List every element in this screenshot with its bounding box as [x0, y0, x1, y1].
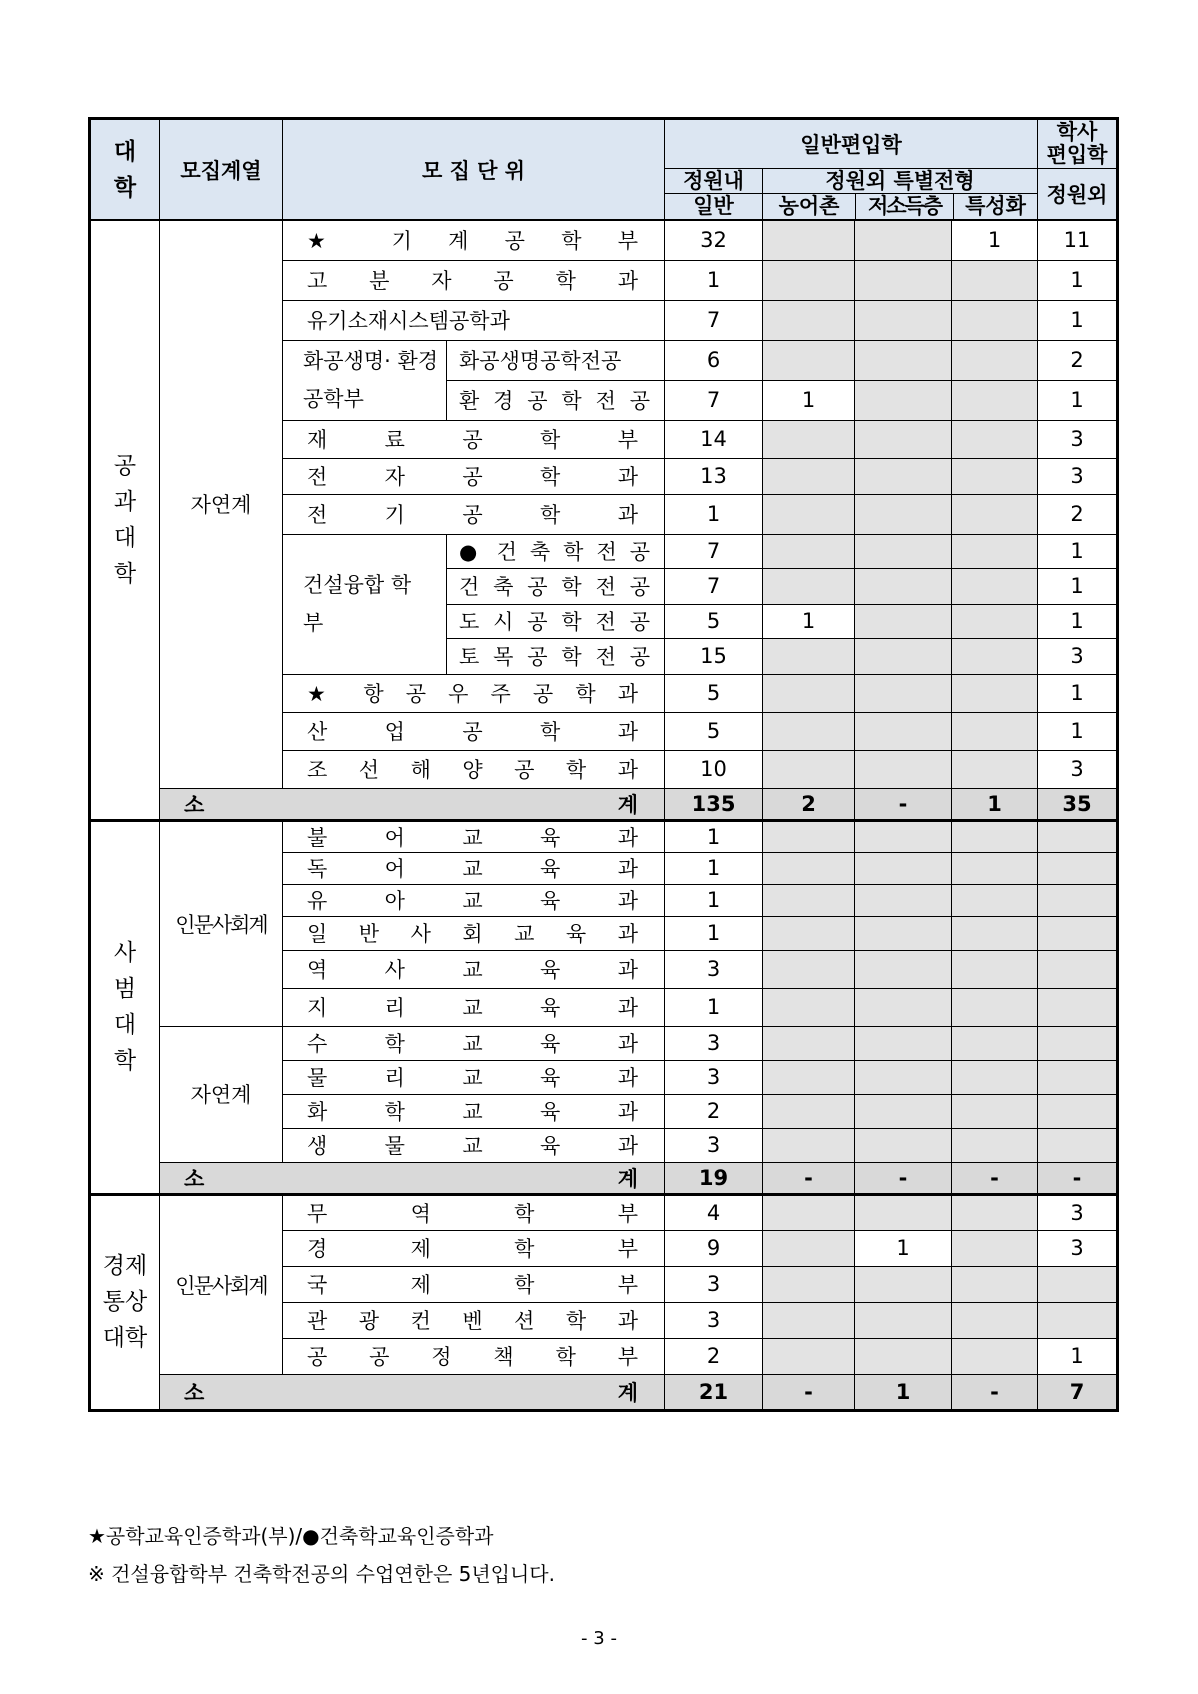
- value-cell: 3: [665, 1026, 763, 1060]
- value-cell: [952, 604, 1038, 638]
- value-cell: 1: [665, 916, 763, 950]
- value-cell: 1: [665, 852, 763, 884]
- value-cell: 1: [1038, 712, 1118, 750]
- value-cell: 1: [1038, 1338, 1118, 1374]
- dept-name: ★ 기 계 공 학 부: [283, 220, 665, 260]
- value-cell: 1: [763, 380, 855, 420]
- group-natural: 자연계: [160, 1026, 283, 1162]
- dept-name: 역 사 교 육 과: [283, 950, 665, 988]
- value-cell: [952, 300, 1038, 340]
- header-outside: 정원외 특별전형: [763, 169, 1037, 194]
- value-cell: [1038, 1026, 1118, 1060]
- dept-name: 국 제 학 부: [283, 1266, 665, 1302]
- value-cell: [952, 1026, 1038, 1060]
- value-cell: [952, 884, 1038, 916]
- value-cell: 3: [1038, 1230, 1118, 1266]
- value-cell: [1038, 950, 1118, 988]
- value-cell: 2: [1038, 340, 1118, 380]
- value-cell: [952, 820, 1038, 852]
- value-cell: [763, 420, 855, 458]
- value-cell: [952, 534, 1038, 568]
- subtotal-value: 21: [665, 1374, 763, 1410]
- value-cell: [763, 712, 855, 750]
- value-cell: [855, 1266, 952, 1302]
- value-cell: [952, 340, 1038, 380]
- value-cell: 3: [1038, 638, 1118, 674]
- value-cell: 5: [665, 674, 763, 712]
- value-cell: 1: [1038, 534, 1118, 568]
- dept-name: 고 분 자 공 학 과: [283, 260, 665, 300]
- duration-note: ※ 건설융합학부 건축학전공의 수업연한은 5년입니다.: [88, 1562, 555, 1586]
- value-cell: 2: [1038, 494, 1118, 534]
- value-cell: [763, 1338, 855, 1374]
- dept-name: 관 광 컨 벤 션 학 과: [283, 1302, 665, 1338]
- header-college: 대 학: [90, 119, 160, 221]
- value-cell: [855, 988, 952, 1026]
- dept-construction: 건설융합 학 부: [283, 534, 447, 674]
- value-cell: [763, 220, 855, 260]
- major-name: 건 축 공 학 전 공: [447, 568, 665, 604]
- dept-name: 유 아 교 육 과: [283, 884, 665, 916]
- subtotal-label: 소 계: [160, 1162, 665, 1194]
- value-cell: [855, 1060, 952, 1094]
- college-engineering: 공 과 대 학: [90, 220, 160, 820]
- subtotal-value: 7: [1038, 1374, 1118, 1410]
- value-cell: [952, 950, 1038, 988]
- value-cell: [1038, 1060, 1118, 1094]
- value-cell: 1: [665, 884, 763, 916]
- subtotal-row: [90, 1374, 1118, 1410]
- table-row: [90, 820, 1118, 852]
- value-cell: 1: [1038, 380, 1118, 420]
- value-cell: [855, 220, 952, 260]
- value-cell: 3: [665, 950, 763, 988]
- table-row: [90, 220, 1118, 260]
- major-name: 도 시 공 학 전 공: [447, 604, 665, 638]
- value-cell: [952, 1060, 1038, 1094]
- value-cell: [855, 604, 952, 638]
- value-cell: 7: [665, 380, 763, 420]
- value-cell: [855, 494, 952, 534]
- header-within-quota: [665, 169, 763, 221]
- dept-name: 산 업 공 학 과: [283, 712, 665, 750]
- value-cell: 9: [665, 1230, 763, 1266]
- dept-name: 생 물 교 육 과: [283, 1128, 665, 1162]
- value-cell: [855, 1128, 952, 1162]
- major-name: 토 목 공 학 전 공: [447, 638, 665, 674]
- value-cell: [855, 1194, 952, 1230]
- header-outside-special: [763, 169, 1038, 221]
- subtotal-label: 소 계: [160, 1374, 665, 1410]
- value-cell: [855, 750, 952, 788]
- value-cell: 3: [1038, 1194, 1118, 1230]
- subtotal-value: -: [952, 1374, 1038, 1410]
- value-cell: [1038, 1302, 1118, 1338]
- value-cell: [855, 568, 952, 604]
- dept-name: 경 제 학 부: [283, 1230, 665, 1266]
- value-cell: 3: [665, 1266, 763, 1302]
- dept-name: 지 리 교 육 과: [283, 988, 665, 1026]
- value-cell: [763, 750, 855, 788]
- value-cell: [763, 884, 855, 916]
- value-cell: [952, 568, 1038, 604]
- value-cell: [763, 852, 855, 884]
- value-cell: 1: [665, 260, 763, 300]
- value-cell: [952, 852, 1038, 884]
- subtotal-value: 35: [1038, 788, 1118, 820]
- subtotal-value: -: [855, 788, 952, 820]
- value-cell: [952, 1266, 1038, 1302]
- value-cell: [763, 1060, 855, 1094]
- value-cell: 32: [665, 220, 763, 260]
- header-outside-quota: 정원외: [1038, 169, 1118, 221]
- value-cell: [952, 1194, 1038, 1230]
- value-cell: [855, 712, 952, 750]
- college-education: 사 범 대 학: [90, 820, 160, 1194]
- value-cell: 3: [665, 1128, 763, 1162]
- value-cell: 6: [665, 340, 763, 380]
- value-cell: [1038, 1266, 1118, 1302]
- subtotal-value: 19: [665, 1162, 763, 1194]
- value-cell: [855, 380, 952, 420]
- header-bachelor-transfer: 학사 편입학: [1038, 119, 1118, 169]
- value-cell: [855, 916, 952, 950]
- value-cell: 3: [665, 1060, 763, 1094]
- page-number: - 3 -: [581, 1628, 617, 1649]
- header-specialized: 특성화: [965, 194, 1026, 218]
- value-cell: [855, 300, 952, 340]
- value-cell: 1: [763, 604, 855, 638]
- dept-name: 조 선 해 양 공 학 과: [283, 750, 665, 788]
- value-cell: [763, 1302, 855, 1338]
- certification-note: ★공학교육인증학과(부)/●건축학교육인증학과: [88, 1524, 494, 1548]
- dept-name: 화 학 교 육 과: [283, 1094, 665, 1128]
- value-cell: [1038, 820, 1118, 852]
- dept-name: 일 반 사 회 교 육 과: [283, 916, 665, 950]
- value-cell: [763, 1094, 855, 1128]
- subtotal-value: -: [763, 1162, 855, 1194]
- value-cell: [763, 820, 855, 852]
- dept-name: 재 료 공 학 부: [283, 420, 665, 458]
- value-cell: [763, 916, 855, 950]
- value-cell: [855, 638, 952, 674]
- value-cell: [952, 1094, 1038, 1128]
- value-cell: [855, 260, 952, 300]
- value-cell: [952, 1338, 1038, 1374]
- header-within: 정원내: [665, 169, 762, 194]
- dept-name: 독 어 교 육 과: [283, 852, 665, 884]
- value-cell: [952, 674, 1038, 712]
- value-cell: [855, 1302, 952, 1338]
- value-cell: [763, 340, 855, 380]
- value-cell: [1038, 852, 1118, 884]
- group-natural: 자연계: [160, 220, 283, 788]
- value-cell: [763, 458, 855, 494]
- value-cell: [763, 300, 855, 340]
- value-cell: [855, 950, 952, 988]
- college-economics: 경제 통상 대학: [90, 1194, 160, 1410]
- value-cell: [763, 1194, 855, 1230]
- value-cell: 3: [1038, 750, 1118, 788]
- value-cell: [855, 420, 952, 458]
- dept-name: 무 역 학 부: [283, 1194, 665, 1230]
- dept-name: 공 공 정 책 학 부: [283, 1338, 665, 1374]
- value-cell: [952, 458, 1038, 494]
- value-cell: 5: [665, 604, 763, 638]
- subtotal-value: -: [855, 1162, 952, 1194]
- value-cell: 1: [665, 820, 763, 852]
- value-cell: [952, 712, 1038, 750]
- major-name: 화공생명공학전공: [447, 340, 665, 380]
- value-cell: [952, 638, 1038, 674]
- value-cell: 3: [1038, 420, 1118, 458]
- value-cell: [855, 1094, 952, 1128]
- value-cell: 1: [665, 988, 763, 1026]
- value-cell: 11: [1038, 220, 1118, 260]
- value-cell: [763, 1026, 855, 1060]
- value-cell: [952, 916, 1038, 950]
- value-cell: [855, 1026, 952, 1060]
- value-cell: 2: [665, 1094, 763, 1128]
- value-cell: 3: [1038, 458, 1118, 494]
- value-cell: [952, 494, 1038, 534]
- value-cell: [1038, 884, 1118, 916]
- value-cell: [952, 380, 1038, 420]
- value-cell: 1: [952, 220, 1038, 260]
- value-cell: 14: [665, 420, 763, 458]
- subtotal-value: 1: [855, 1374, 952, 1410]
- header-low-income: 저소득층: [856, 194, 954, 219]
- value-cell: [855, 820, 952, 852]
- subtotal-value: -: [763, 1374, 855, 1410]
- value-cell: [855, 1338, 952, 1374]
- value-cell: 1: [665, 494, 763, 534]
- dept-name: 수 학 교 육 과: [283, 1026, 665, 1060]
- major-name: 환 경 공 학 전 공: [447, 380, 665, 420]
- table-row: [90, 1026, 1118, 1060]
- value-cell: 1: [1038, 604, 1118, 638]
- header-general-transfer: 일반편입학: [665, 119, 1038, 169]
- value-cell: [952, 1302, 1038, 1338]
- value-cell: [952, 1230, 1038, 1266]
- dept-name: 유기소재시스템공학과: [283, 300, 665, 340]
- value-cell: 10: [665, 750, 763, 788]
- value-cell: [855, 458, 952, 494]
- value-cell: [763, 1128, 855, 1162]
- dept-name: 전 자 공 학 과: [283, 458, 665, 494]
- value-cell: 4: [665, 1194, 763, 1230]
- value-cell: [763, 494, 855, 534]
- value-cell: [763, 988, 855, 1026]
- admission-quota-table: [88, 117, 1119, 1412]
- value-cell: 7: [665, 300, 763, 340]
- subtotal-value: -: [952, 1162, 1038, 1194]
- value-cell: [763, 534, 855, 568]
- value-cell: [1038, 916, 1118, 950]
- value-cell: [1038, 1128, 1118, 1162]
- value-cell: [763, 950, 855, 988]
- value-cell: 1: [1038, 568, 1118, 604]
- value-cell: 3: [665, 1302, 763, 1338]
- value-cell: [855, 340, 952, 380]
- value-cell: [855, 884, 952, 916]
- subtotal-row: [90, 788, 1118, 820]
- header-unit: 모 집 단 위: [283, 119, 665, 221]
- header-farm: 농어촌: [763, 194, 856, 219]
- value-cell: 1: [1038, 260, 1118, 300]
- value-cell: [763, 1266, 855, 1302]
- value-cell: 7: [665, 568, 763, 604]
- dept-chem-env: 화공생명· 환경공학부: [283, 340, 447, 420]
- group-humanities: 인문사회계: [160, 820, 283, 1026]
- subtotal-row: [90, 1162, 1118, 1194]
- header-general: 일반: [693, 194, 734, 218]
- group-humanities: 인문사회계: [160, 1194, 283, 1374]
- value-cell: [1038, 1094, 1118, 1128]
- value-cell: [952, 420, 1038, 458]
- subtotal-value: 1: [952, 788, 1038, 820]
- header-row: [90, 119, 1118, 169]
- value-cell: [952, 750, 1038, 788]
- value-cell: [763, 1230, 855, 1266]
- value-cell: [952, 988, 1038, 1026]
- value-cell: 2: [665, 1338, 763, 1374]
- header-group: 모집계열: [160, 119, 283, 221]
- dept-name: 물 리 교 육 과: [283, 1060, 665, 1094]
- value-cell: 15: [665, 638, 763, 674]
- value-cell: [855, 674, 952, 712]
- subtotal-label: 소 계: [160, 788, 665, 820]
- value-cell: [952, 1128, 1038, 1162]
- subtotal-value: 2: [763, 788, 855, 820]
- major-name: ● 건 축 학 전 공: [447, 534, 665, 568]
- value-cell: [763, 674, 855, 712]
- dept-name: 불 어 교 육 과: [283, 820, 665, 852]
- value-cell: 5: [665, 712, 763, 750]
- value-cell: 1: [855, 1230, 952, 1266]
- header-sub-cols: [763, 194, 1037, 219]
- subtotal-value: -: [1038, 1162, 1118, 1194]
- value-cell: [763, 568, 855, 604]
- value-cell: 1: [1038, 300, 1118, 340]
- value-cell: [763, 638, 855, 674]
- value-cell: [952, 260, 1038, 300]
- value-cell: [855, 534, 952, 568]
- value-cell: 13: [665, 458, 763, 494]
- value-cell: [855, 852, 952, 884]
- value-cell: 1: [1038, 674, 1118, 712]
- subtotal-value: 135: [665, 788, 763, 820]
- value-cell: [1038, 988, 1118, 1026]
- dept-name: ★ 항 공 우 주 공 학 과: [283, 674, 665, 712]
- dept-name: 전 기 공 학 과: [283, 494, 665, 534]
- value-cell: [763, 260, 855, 300]
- value-cell: 7: [665, 534, 763, 568]
- table-row: [90, 1194, 1118, 1230]
